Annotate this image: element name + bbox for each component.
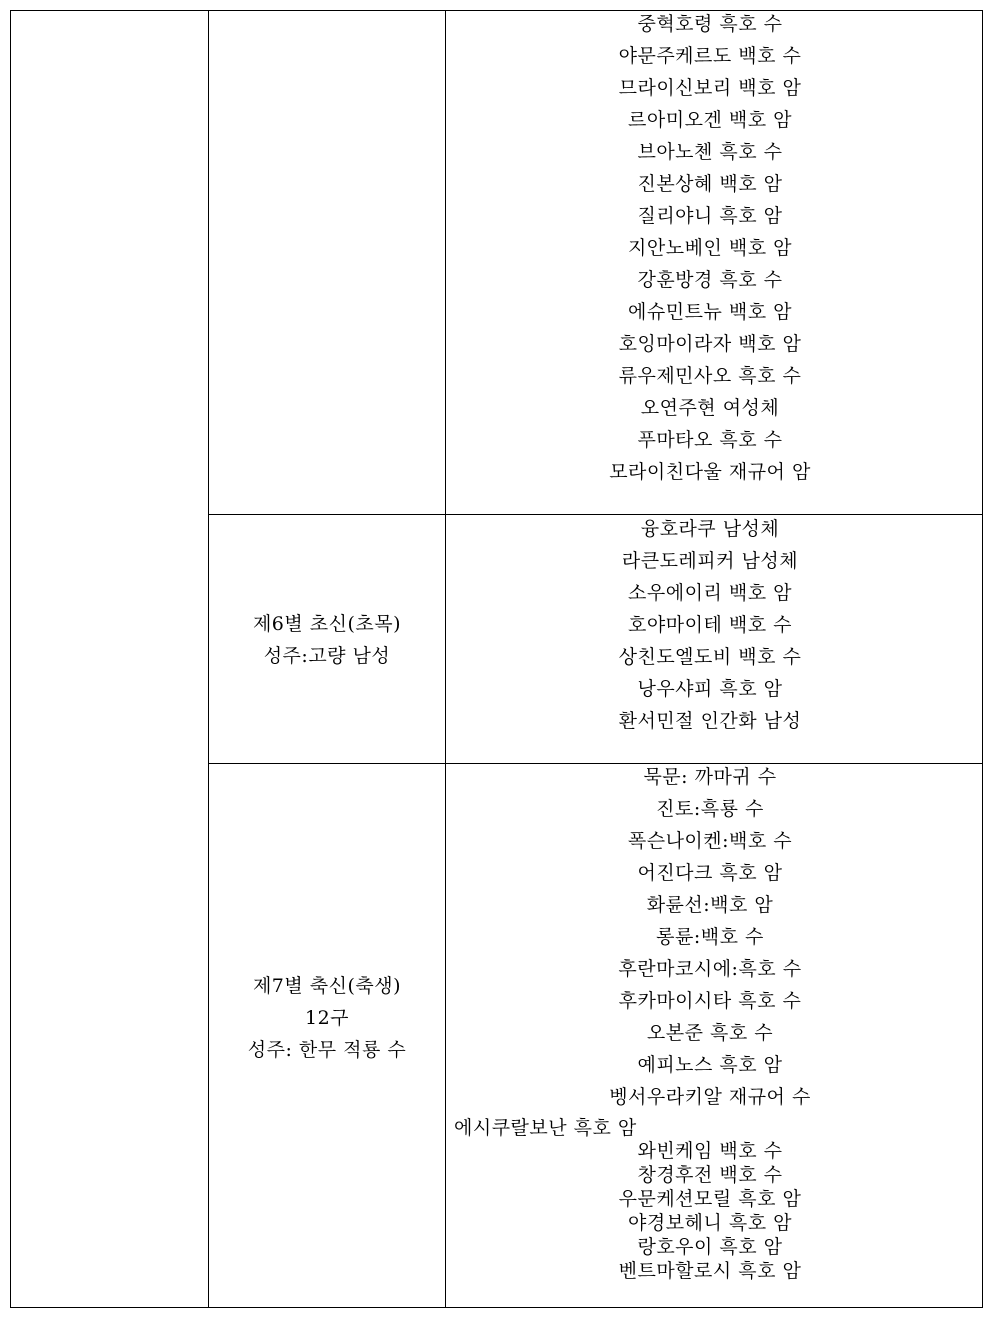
list-item: 롱륜:백호 수 bbox=[656, 926, 764, 948]
list-item: 낭우샤피 흑호 암 bbox=[637, 678, 783, 700]
list-item: 상친도엘도비 백호 수 bbox=[618, 646, 802, 668]
row2-list-cell bbox=[446, 515, 982, 763]
label-line: 성주:고량 남성 bbox=[263, 645, 391, 667]
row3-list-cell bbox=[446, 764, 982, 1307]
list-item: 에슈민트뉴 백호 암 bbox=[628, 301, 792, 323]
row3-label bbox=[209, 970, 445, 1066]
row3-list bbox=[438, 761, 982, 1113]
list-item: 라큰도레피커 남성체 bbox=[621, 550, 799, 572]
list-item: 푸마타오 흑호 수 bbox=[637, 429, 783, 451]
row3-left-item: 에시쿠랄보난 흑호 암 bbox=[454, 1117, 637, 1139]
list-item: 지안노베인 백호 암 bbox=[628, 237, 792, 259]
label-line: 제6별 초신(초목) bbox=[252, 613, 402, 635]
list-item: 폭슨나이켄:백호 수 bbox=[627, 830, 793, 852]
list-item: 르아미오겐 백호 암 bbox=[628, 109, 792, 131]
list-item: 와빈케임 백호 수 bbox=[637, 1140, 783, 1162]
list-item: 강훈방경 흑호 수 bbox=[637, 269, 783, 291]
list-item: 브아노첸 흑호 수 bbox=[637, 141, 783, 163]
row3-label-cell bbox=[209, 764, 445, 1307]
list-item: 야경보헤니 흑호 암 bbox=[628, 1212, 792, 1234]
row2-label-cell bbox=[209, 515, 445, 763]
row1-list bbox=[438, 8, 982, 488]
list-item: 므라이신보리 백호 암 bbox=[618, 77, 802, 99]
row1-label-cell bbox=[209, 11, 445, 514]
list-item: 소우에이리 백호 암 bbox=[628, 582, 792, 604]
label-line: 12구 bbox=[304, 1007, 350, 1029]
list-item: 융호라쿠 남성체 bbox=[640, 518, 780, 540]
row2-label bbox=[209, 608, 445, 672]
list-item: 화륜선:백호 암 bbox=[646, 894, 774, 916]
list-item: 후란마코시에:흑호 수 bbox=[618, 958, 802, 980]
list-item: 오본준 흑호 수 bbox=[646, 1022, 774, 1044]
list-item: 벤트마할로시 흑호 암 bbox=[618, 1260, 802, 1282]
list-item: 모라이친다울 재규어 암 bbox=[609, 461, 811, 483]
list-item: 묵문: 까마귀 수 bbox=[643, 766, 777, 788]
row1-list-cell bbox=[446, 11, 982, 514]
document-table bbox=[10, 10, 983, 1308]
list-item: 진토:흑룡 수 bbox=[656, 798, 764, 820]
list-item: 호야마이테 백호 수 bbox=[628, 614, 792, 636]
list-item: 진본상혜 백호 암 bbox=[637, 173, 783, 195]
row3-tight-list bbox=[438, 1139, 982, 1283]
list-item: 벵서우라키알 재규어 수 bbox=[609, 1086, 811, 1108]
list-item: 오연주현 여성체 bbox=[640, 397, 780, 419]
list-item: 호잉마이라자 백호 암 bbox=[618, 333, 802, 355]
list-item: 야문주케르도 백호 수 bbox=[618, 45, 802, 67]
list-item: 랑호우이 흑호 암 bbox=[637, 1236, 783, 1258]
list-item: 질리야니 흑호 암 bbox=[637, 205, 783, 227]
list-item: 창경후전 백호 수 bbox=[637, 1164, 783, 1186]
label-line: 성주: 한무 적룡 수 bbox=[247, 1039, 407, 1061]
list-item: 후카마이시타 흑호 수 bbox=[618, 990, 802, 1012]
list-item: 류우제민사오 흑호 수 bbox=[618, 365, 802, 387]
list-item: 어진다크 흑호 암 bbox=[637, 862, 783, 884]
list-item: 환서민절 인간화 남성 bbox=[618, 710, 802, 732]
row2-list bbox=[438, 513, 982, 737]
label-line: 제7별 축신(축생) bbox=[252, 975, 402, 997]
list-item: 예피노스 흑호 암 bbox=[637, 1054, 783, 1076]
list-item: 중혁호령 흑호 수 bbox=[637, 13, 783, 35]
list-item: 우문케션모릴 흑호 암 bbox=[618, 1188, 802, 1210]
